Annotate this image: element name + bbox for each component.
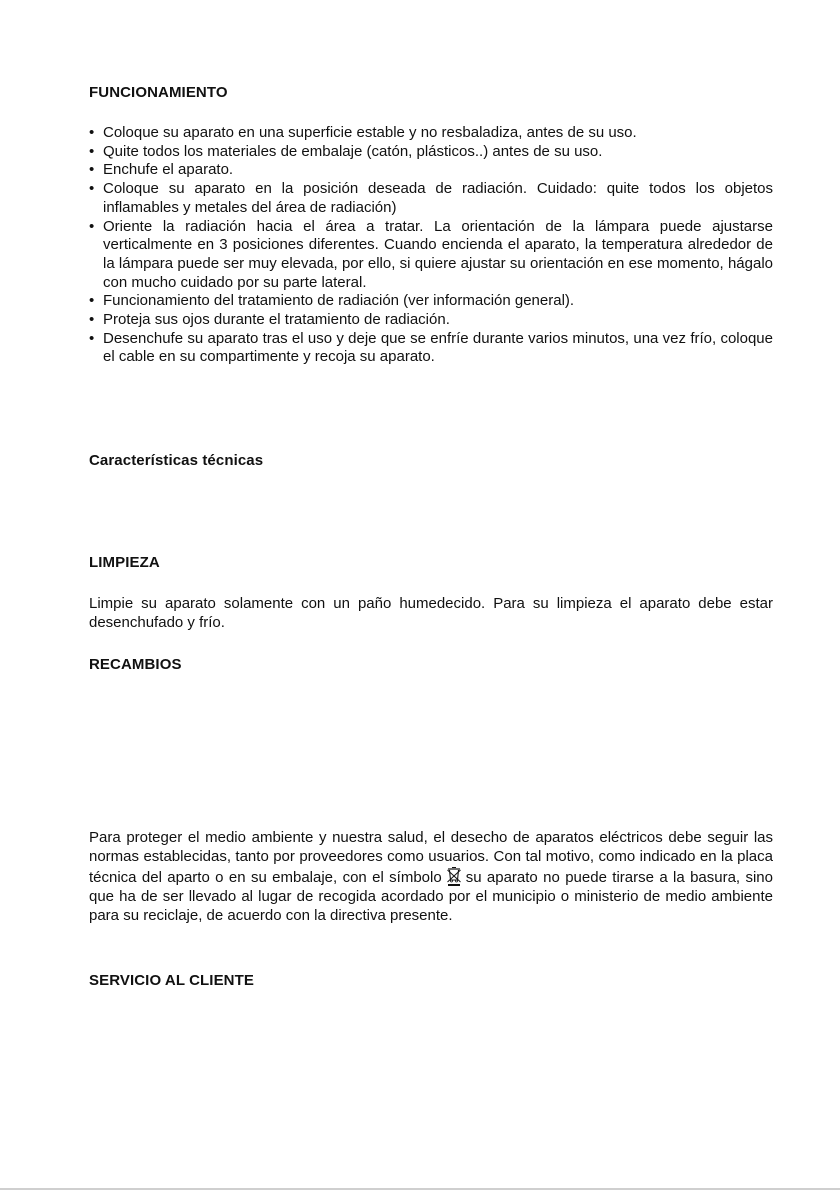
bullet-glyph: • bbox=[89, 217, 95, 235]
list-item-text: Funcionamiento del tratamiento de radiación (ver información general). bbox=[103, 292, 575, 310]
list-item-text: Oriente la radiación hacia el área a tratar. La orientación de la lámpara puede ajustarse verticalmente en 3 posiciones diferentes. Cuando encienda el aparato, la temperatura alrededor de la lámpara puede ser muy elevada, por ello, si quiere ajustar su orientación en ese momento, hágalo con mucho cuidado por su parte lateral. bbox=[103, 217, 773, 291]
page-bottom-rule bbox=[0, 1188, 840, 1190]
section-title-caracteristicas: Características técnicas bbox=[89, 452, 264, 469]
list-item bbox=[89, 330, 773, 367]
list-item bbox=[89, 292, 773, 311]
list-item bbox=[89, 180, 773, 217]
list-item-text: Desenchufe su aparato tras el uso y deje que se enfríe durante varios minutos, una vez frío, coloque el cable en su compartimente y recoja su aparato. bbox=[103, 329, 773, 366]
bullet-glyph: • bbox=[89, 292, 95, 310]
bullet-glyph: • bbox=[89, 311, 95, 329]
list-item-text: Coloque su aparato en la posición deseada de radiación. Cuidado: quite todos los objetos inflamables y metales del área de radiación) bbox=[103, 180, 773, 216]
section-title-servicio: SERVICIO AL CLIENTE bbox=[89, 972, 254, 989]
bullet-glyph: • bbox=[89, 329, 95, 347]
section-title-recambios: RECAMBIOS bbox=[89, 656, 182, 673]
limpieza-text: Limpie su aparato solamente con un paño humedecido. Para su limpieza el aparato debe estar desenchufado y frío. bbox=[89, 595, 773, 631]
list-item bbox=[89, 143, 773, 162]
list-item-text: Enchufe el aparato. bbox=[103, 161, 234, 179]
list-item-text: Proteja sus ojos durante el tratamiento de radiación. bbox=[103, 311, 450, 329]
bullet-glyph: • bbox=[89, 180, 95, 198]
section-title-funcionamiento: FUNCIONAMIENTO bbox=[89, 84, 228, 101]
list-item bbox=[89, 311, 773, 330]
bullet-glyph: • bbox=[89, 124, 95, 141]
medio-ambiente-text-part2: su aparato no puede tirarse a la basura, sino que ha de ser llevado al lugar de recogida acordado por el municipio o ministerio de medio ambiente para su reciclaje, de acuerdo con la directiva presente. bbox=[89, 869, 773, 924]
list-item bbox=[89, 218, 773, 293]
list-item-text: Quite todos los materiales de embalaje (catón, plásticos..) antes de su uso. bbox=[103, 142, 603, 160]
medio-ambiente-text bbox=[89, 828, 773, 925]
medio-ambiente-text-part1: Para proteger el medio ambiente y nuestra salud, el desecho de aparatos eléctricos debe seguir las normas establecidas, tanto por proveedores como usuarios. Con tal motivo, como indicado en la placa técnica del aparto o en su embalaje, con el símbolo bbox=[89, 829, 773, 886]
section-title-limpieza: LIMPIEZA bbox=[89, 554, 160, 571]
bullet-glyph: • bbox=[89, 142, 95, 160]
funcionamiento-list bbox=[89, 124, 773, 367]
list-item-text: Coloque su aparato en una superficie estable y no resbaladiza, antes de su uso. bbox=[103, 124, 637, 141]
bullet-glyph: • bbox=[89, 161, 95, 179]
crossed-out-wheelie-bin-icon bbox=[446, 866, 462, 886]
list-item bbox=[89, 161, 773, 180]
list-item bbox=[89, 124, 773, 143]
